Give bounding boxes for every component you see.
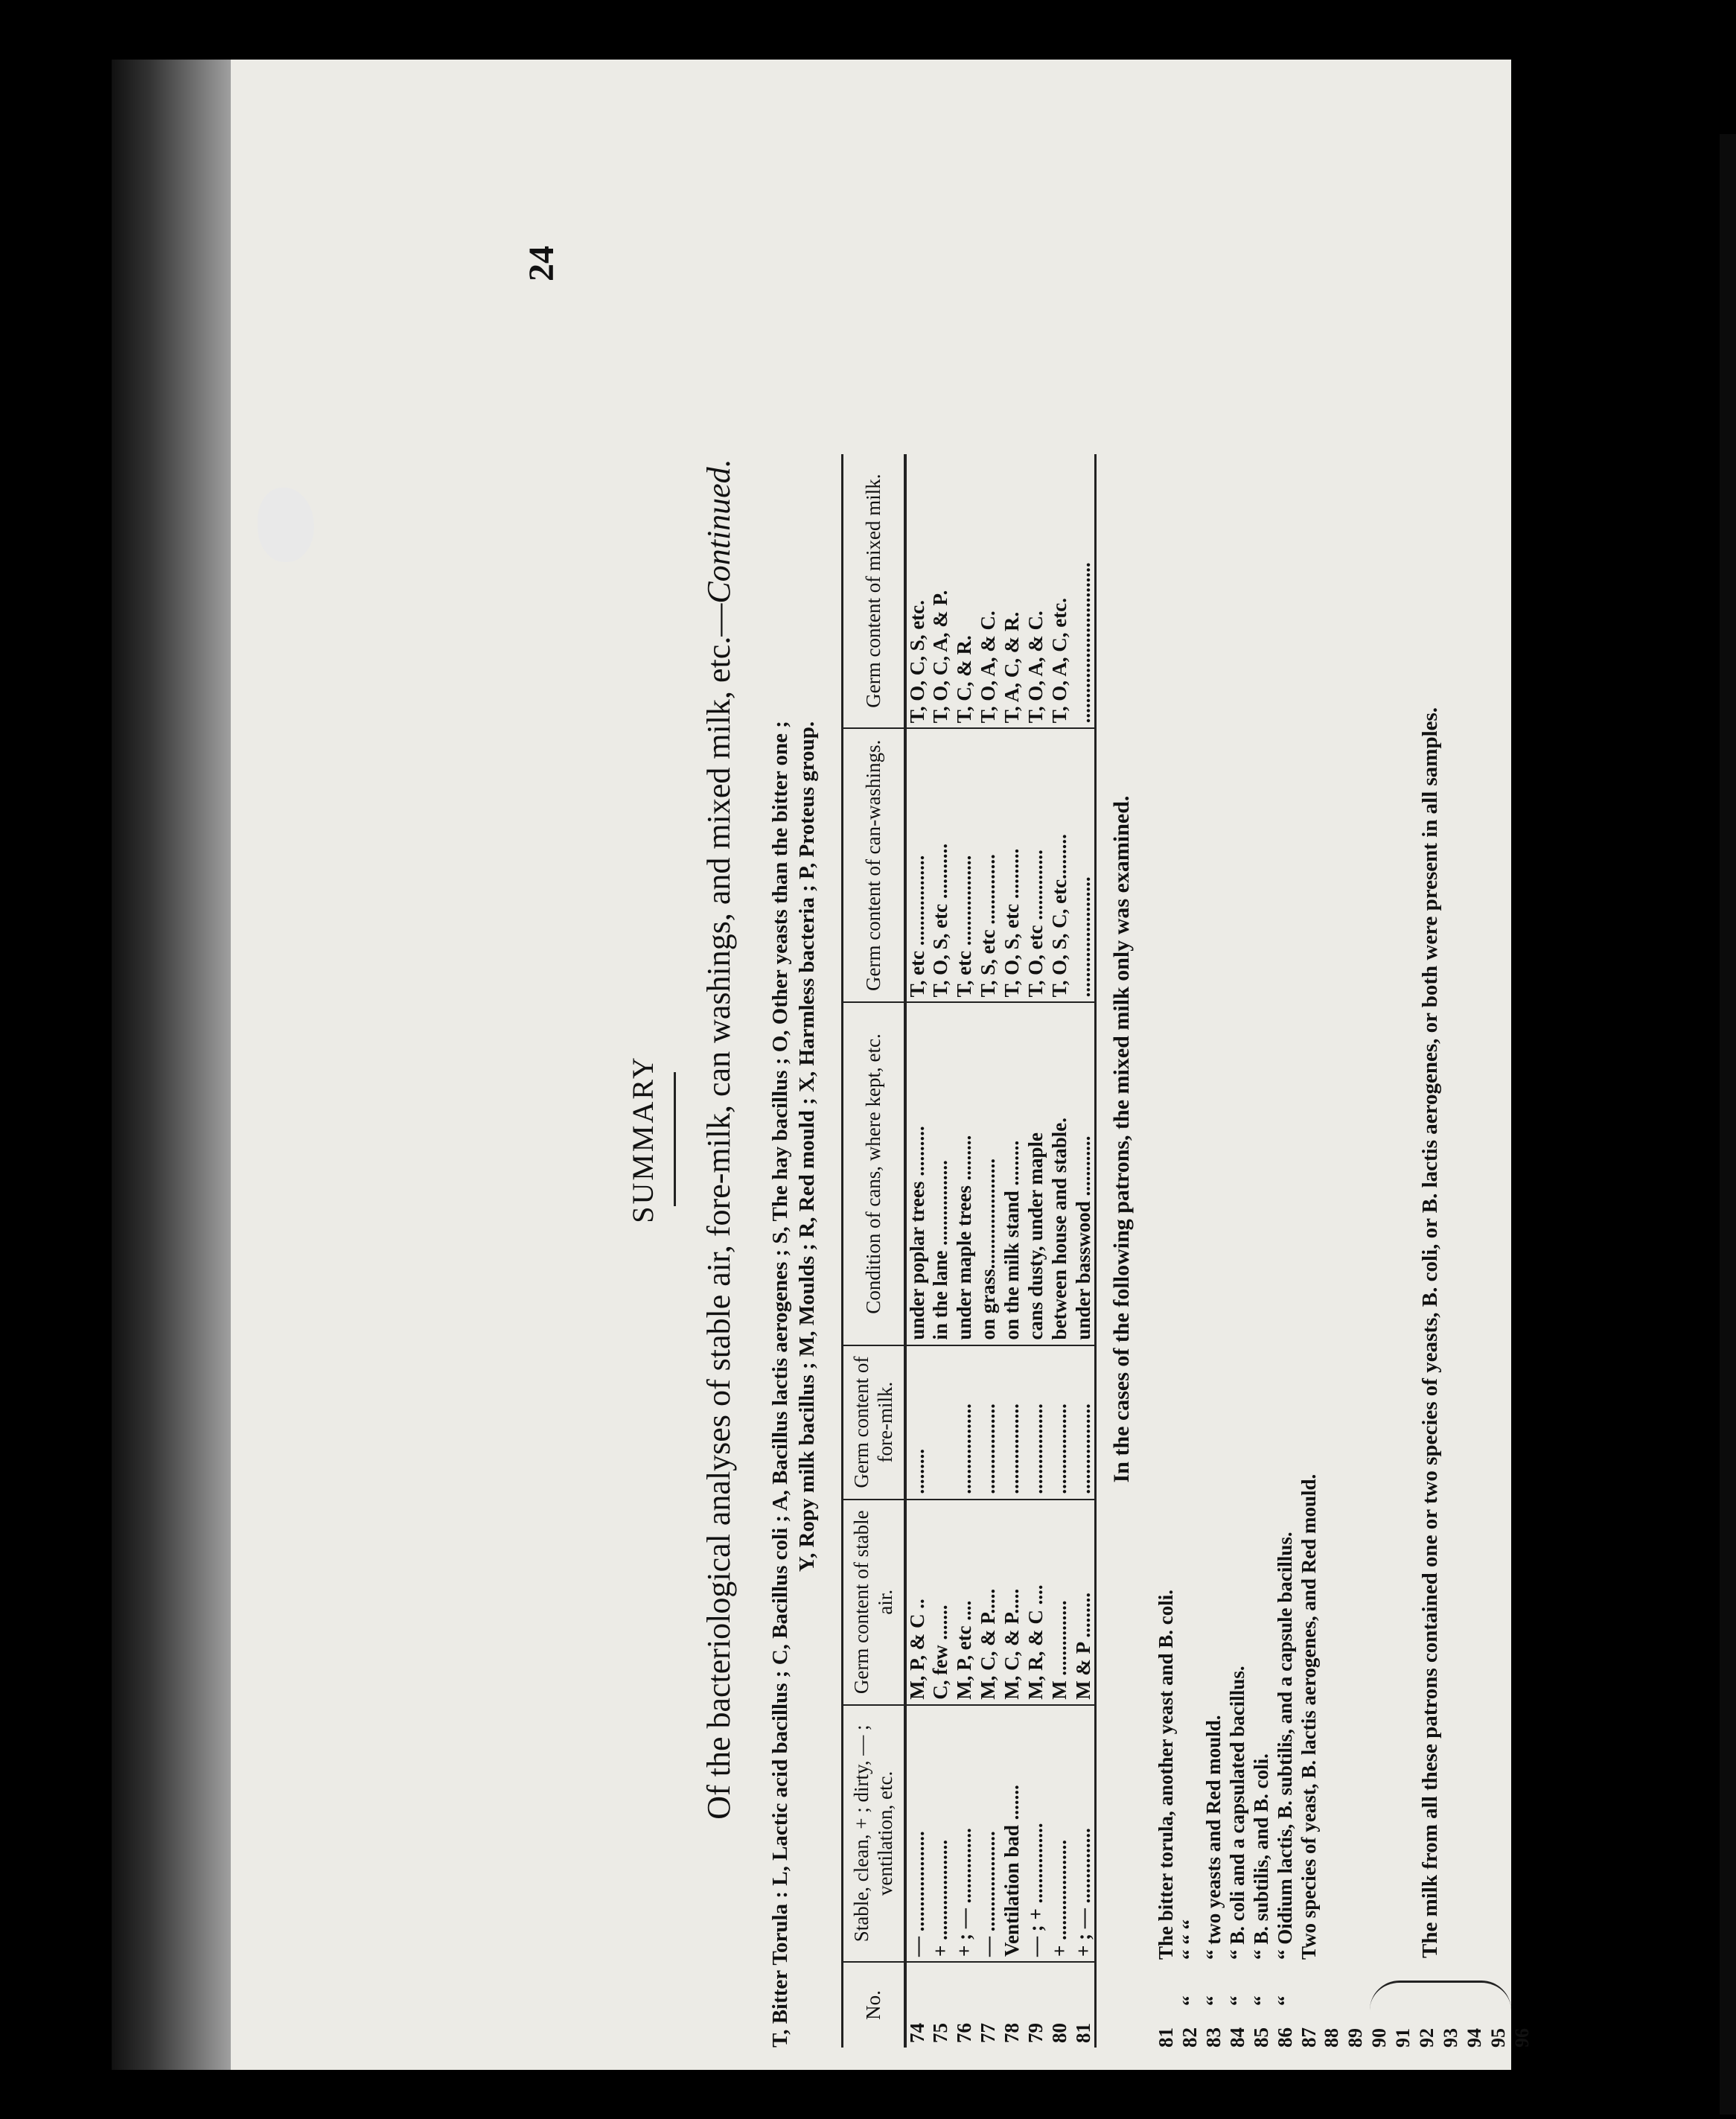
cell-fore: .................. <box>1072 1345 1096 1500</box>
cell-no: 81 <box>1072 1962 1096 2048</box>
cell-air: M, P, & C .. <box>905 1500 929 1705</box>
note-number: 83 <box>1202 2027 1225 2048</box>
cell-air: M, C, & P..... <box>977 1500 1001 1705</box>
book-edge-shadow <box>112 60 238 2070</box>
paper-blemish <box>258 488 314 562</box>
page-right-edge <box>1720 134 1736 2115</box>
cell-cond: between house and stable. <box>1048 1002 1072 1345</box>
heading-rule <box>674 1072 676 1206</box>
table-row <box>977 454 1001 2048</box>
cell-fore: .................. <box>953 1345 977 1500</box>
note-text: “ two yeasts and Red mould. <box>1202 1715 1225 1960</box>
header-cans-condition: Condition of cans, where kept, etc. <box>843 1002 905 1345</box>
header-stable-air: Germ content of stable air. <box>843 1500 905 1705</box>
cell-no: 76 <box>953 2023 976 2043</box>
bracket-number: 90 <box>1368 2028 1390 2048</box>
list-item <box>1202 1474 1225 2048</box>
cell-wash: T, etc .................. <box>905 728 929 1002</box>
cell-wash: T, O, S, C, etc......... <box>1048 728 1072 1002</box>
cell-mixed: ................................ <box>1072 454 1096 728</box>
cell-stable: + .................... <box>929 1705 953 1962</box>
cell-wash: T, O, S, etc ........... <box>929 728 953 1002</box>
cell-wash: T, O, etc .............. <box>1024 728 1048 1002</box>
table-row <box>953 454 977 2048</box>
note-text: “ B. subtilis, and B. coli. <box>1250 1753 1272 1960</box>
cell-fore: .................. <box>1024 1345 1048 1500</box>
cell-cond: on the milk stand ......... <box>1001 1002 1024 1345</box>
bracket-number: 92 <box>1416 2028 1437 2048</box>
page-subtitle <box>700 186 738 2092</box>
bracket-number: 94 <box>1464 2028 1485 2048</box>
cell-stable: + ; — ............... <box>953 1705 977 1962</box>
bracket-number: 91 <box>1392 2028 1414 2048</box>
list-item <box>1154 1474 1178 2048</box>
cell-no: 78 <box>1001 2023 1024 2043</box>
cell-stable: — ; + ................ <box>1024 1705 1048 1962</box>
note-ditto: “ <box>1226 1995 1248 2006</box>
table-row <box>1001 454 1024 2048</box>
cell-wash: T, etc .................. <box>953 728 977 1002</box>
cell-mixed: T, O, A, & C. <box>977 454 1001 728</box>
cell-air: M, C, & P..... <box>1001 1500 1024 1705</box>
note-ditto: “ <box>1178 1995 1201 2006</box>
cell-cond: in the lane ................. <box>929 1002 953 1345</box>
note-text: “ B. coli and a capsulated bacillus. <box>1226 1666 1248 1960</box>
note-text: “ “ “ <box>1178 1919 1201 1960</box>
cell-mixed: T, C, & R. <box>953 454 977 728</box>
cell-fore: .................. <box>977 1345 1001 1500</box>
list-item <box>1273 1474 1297 2048</box>
cell-mixed: T, O, C, A, & P. <box>929 454 953 728</box>
bracket-number: 93 <box>1440 2028 1461 2048</box>
cell-cond: under basswood ............ <box>1072 1002 1096 1345</box>
final-note: The milk from all these patrons contained one or two species of yeasts, B. coli, or B. lactis aerogenes, or both were present in all samples. <box>1418 707 1442 1958</box>
table-row <box>1024 454 1048 2048</box>
table-row <box>1048 454 1072 2048</box>
cell-air: M & P ......... <box>1072 1500 1096 1705</box>
note-text: Two species of yeast, B. lactis aerogenes, and Red mould. <box>1298 1473 1320 1960</box>
note-number: 82 <box>1178 2027 1201 2048</box>
cell-mixed: T, O, A, C, etc. <box>1048 454 1072 728</box>
cell-no: 80 <box>1048 2023 1071 2043</box>
bracket-number: 96 <box>1511 2028 1533 2048</box>
legend-line-2: Y, Ropy milk bacillus ; M, Moulds ; R, Red mould ; X, Harmless bacteria ; P, Proteus group. <box>795 721 820 1572</box>
cell-fore: ......... <box>905 1345 929 1500</box>
header-mixed-milk: Germ content of mixed milk. <box>843 454 905 728</box>
list-item <box>1225 1474 1249 2048</box>
page-heading: SUMMARY <box>626 1055 660 1223</box>
header-can-washings: Germ content of can-washings. <box>843 728 905 1002</box>
cell-mixed: T, O, C, S, etc. <box>905 454 929 728</box>
grouping-brace <box>1370 1981 1511 2010</box>
note-text: “ Oidium lactis, B. subtilis, and a capsule bacillus. <box>1274 1532 1296 1960</box>
document-page <box>231 60 1533 2070</box>
cell-air: M, P, etc .... <box>953 1500 977 1705</box>
note-text: The bitter torula, another yeast and B. coli. <box>1155 1590 1177 1960</box>
cell-no: 77 <box>977 2023 1000 2043</box>
list-item <box>1297 1474 1321 2048</box>
cell-air: M, R, & C .... <box>1024 1500 1048 1705</box>
note-number: 84 <box>1226 2027 1248 2048</box>
cell-stable: + .................... <box>1048 1705 1072 1962</box>
cell-air: C, few ....... <box>929 1500 953 1705</box>
note-number: 86 <box>1274 2027 1296 2048</box>
patron-notes <box>1154 1474 1321 2048</box>
note-ditto: “ <box>1202 1995 1225 2006</box>
table-row <box>905 454 929 2048</box>
legend-line-1: T, Bitter Torula : L, Lactic acid bacillus ; C, Bacillus coli ; A, Bacillus lactis aerogenes ; S, The hay bacillus ; O, Other yeasts than the bitter one ; <box>768 721 792 2048</box>
note-number: 81 <box>1155 2027 1177 2048</box>
note-number: 85 <box>1250 2027 1272 2048</box>
note-ditto: “ <box>1274 1995 1296 2006</box>
cell-stable: + ; — ............... <box>1072 1705 1096 1962</box>
note-number: 87 <box>1298 2027 1320 2048</box>
cell-no: 75 <box>929 2023 952 2043</box>
cell-stable: — .................... <box>905 1705 929 1962</box>
cell-fore: .................. <box>1048 1345 1072 1500</box>
bracket-number: 89 <box>1344 2028 1366 2048</box>
list-item <box>1178 1474 1202 2048</box>
cell-cond: under poplar trees .......... <box>905 1002 929 1345</box>
cell-wash: T, S, etc .............. <box>977 728 1001 1002</box>
subtitle-emphasis: Continued. <box>701 459 737 604</box>
rotated-content <box>514 186 1586 2092</box>
cell-mixed: T, O, A, & C. <box>1024 454 1048 728</box>
cell-no: 74 <box>906 2023 929 2043</box>
cell-cond: under maple trees ......... <box>953 1002 977 1345</box>
summary-table <box>841 454 1097 2048</box>
cell-fore <box>929 1345 953 1500</box>
abbreviation-legend <box>767 246 821 2048</box>
page-number: 24 <box>522 246 561 281</box>
subtitle-text: Of the bacteriological analyses of stable air, fore-milk, can washings, and mixed milk, etc.— <box>701 603 737 1820</box>
cell-air: M ............... <box>1048 1500 1072 1705</box>
cell-stable: — .................... <box>977 1705 1001 1962</box>
cell-cond: on grass...................... <box>977 1002 1001 1345</box>
table-header-row <box>843 454 905 2048</box>
cases-intro: In the cases of the following patrons, the mixed milk only was examined. <box>1109 795 1134 1483</box>
bracket-number: 88 <box>1321 2028 1342 2048</box>
note-ditto: “ <box>1250 1995 1272 2006</box>
header-fore-milk: Germ content of fore-milk. <box>843 1345 905 1500</box>
header-stable: Stable, clean, + ; dirty, — ; ventilation, etc. <box>843 1705 905 1962</box>
cell-mixed: T, A, C, & R. <box>1001 454 1024 728</box>
cell-stable: Ventilation bad ....... <box>1001 1705 1024 1962</box>
list-item <box>1249 1474 1273 2048</box>
cell-no: 79 <box>1024 2023 1047 2043</box>
table-row <box>1072 454 1096 2048</box>
cell-fore: .................. <box>1001 1345 1024 1500</box>
cell-cond: cans dusty, under maple <box>1024 1002 1048 1345</box>
header-no: No. <box>843 1962 905 2048</box>
cell-wash: ........................ <box>1072 728 1096 1002</box>
cell-wash: T, O, S, etc .......... <box>1001 728 1024 1002</box>
table-row <box>929 454 953 2048</box>
bracket-number: 95 <box>1487 2028 1509 2048</box>
